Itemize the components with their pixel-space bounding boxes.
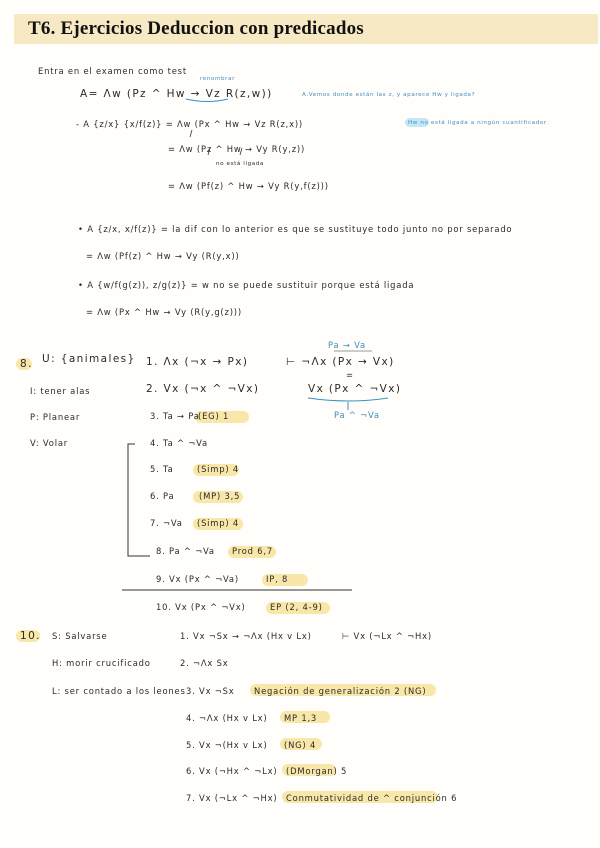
note-no-ligada: no está ligada xyxy=(216,161,264,167)
note-blue: Hw no está ligada a ningún cuantificador xyxy=(408,120,547,126)
goal3: Pa ^ ¬Va xyxy=(334,410,380,420)
ex8-step-7: 7. ¬Va xyxy=(150,518,183,528)
title-bar xyxy=(14,14,598,44)
ex8-step-4: 4. Ta ^ ¬Va xyxy=(150,438,208,448)
formula-a: A= Λw (Pz ^ Hw → Vz R(z,w)) xyxy=(80,88,273,100)
def-s: S: Salvarse xyxy=(52,631,108,641)
ex8-step-2: 2. Vx (¬x ^ ¬Vx) xyxy=(146,383,260,395)
formula-h: = Λw (Px ^ Hw → Vy (R(y,g(z))) xyxy=(86,307,242,317)
ex8-step-10: 10. Vx (Px ^ ¬Vx) xyxy=(156,602,246,612)
ex10-step-5: 5. Vx ¬(Hx v Lx) xyxy=(186,740,268,750)
ex10-rule-6: (DMorgan) 5 xyxy=(286,766,348,776)
formula-f: = Λw (Pf(z) ^ Hw → Vy (R(y,x)) xyxy=(86,251,240,261)
ex8-rule-7: (Simp) 4 xyxy=(197,518,240,528)
ex10-header-1: 1. Vx ¬Sx → ¬Λx (Hx v Lx) xyxy=(180,631,312,641)
formula-g: • A {w/f(g(z)), z/g(z)} = w no se puede sustituir porque está ligada xyxy=(78,280,415,290)
def-l: L: ser contado a los leones xyxy=(52,686,186,696)
def-v: V: Volar xyxy=(30,438,69,448)
ex8-rule-6: (MP) 3,5 xyxy=(199,491,241,501)
intro-text: Entra en el examen como test xyxy=(38,66,187,76)
ex10-rule-4: MP 1,3 xyxy=(284,713,318,723)
ex8-step-9: 9. Vx (Px ^ ¬Va) xyxy=(156,574,239,584)
ex10-step-4: 4. ¬Λx (Hx v Lx) xyxy=(186,713,268,723)
goal-equiv: = xyxy=(346,370,354,380)
above-right: Pa → Va xyxy=(328,340,366,350)
ex8-rule-5: (Simp) 4 xyxy=(197,464,240,474)
ex8-rule-3: (EG) 1 xyxy=(198,411,230,421)
goal: ⊢ ¬Λx (Px → Vx) xyxy=(286,356,395,368)
note-renombrar: renombrar xyxy=(200,76,236,82)
ex10-header-2: 2. ¬Λx Sx xyxy=(180,658,229,668)
ex10-rule-7: Conmutatividad de ^ conjunción 6 xyxy=(286,793,458,803)
exercise-8-number: 8. xyxy=(20,358,33,370)
ex8-step-3: 3. Ta → Pa xyxy=(150,411,200,421)
ex8-step-8: 8. Pa ^ ¬Va xyxy=(156,546,215,556)
exercise-10-number: 10. xyxy=(20,630,41,642)
ex8-step-5: 5. Ta xyxy=(150,464,174,474)
exercise-8-universe: U: {animales} xyxy=(42,353,136,365)
formula-e: • A {z/x, x/f(z)} = la dif con lo anterior es que se sustituye todo junto no por separado xyxy=(78,224,513,234)
def-i: I: tener alas xyxy=(30,386,91,396)
ex8-rule-10: EP (2, 4-9) xyxy=(270,602,323,612)
goal2: Vx (Px ^ ¬Vx) xyxy=(308,383,402,395)
ex10-rule-5: (NG) 4 xyxy=(284,740,317,750)
def-p: P: Planear xyxy=(30,412,81,422)
ex10-step-6: 6. Vx (¬Hx ^ ¬Lx) xyxy=(186,766,278,776)
ex10-rule-3: Negación de generalización 2 (NG) xyxy=(254,686,427,696)
page-title: T6. Ejercicios Deduccion con predicados xyxy=(28,18,364,39)
ex10-goal: ⊢ Vx (¬Lx ^ ¬Hx) xyxy=(342,631,432,641)
ex10-step-3: 3. Vx ¬Sx xyxy=(186,686,235,696)
ex8-rule-9: IP, 8 xyxy=(266,574,289,584)
ex8-step-6: 6. Pa xyxy=(150,491,175,501)
def-h: H: morir crucificado xyxy=(52,658,151,668)
ex8-step-1: 1. Λx (¬x → Px) xyxy=(146,356,249,368)
ex10-step-7: 7. Vx (¬Lx ^ ¬Hx) xyxy=(186,793,278,803)
formula-c: = Λw (Pz ^ Hw → Vy R(y,z)) xyxy=(168,144,306,154)
formula-d: = Λw (Pf(z) ^ Hw → Vy R(y,f(z))) xyxy=(168,181,329,191)
ex8-rule-8: Prod 6,7 xyxy=(232,546,273,556)
formula-b: - A {z/x} {x/f(z)} = Λw (Px ^ Hw → Vz R(z,x)) xyxy=(76,119,303,129)
note-vemos: A.Vemos donde están las z, y aparece Hw y ligada? xyxy=(302,92,476,98)
